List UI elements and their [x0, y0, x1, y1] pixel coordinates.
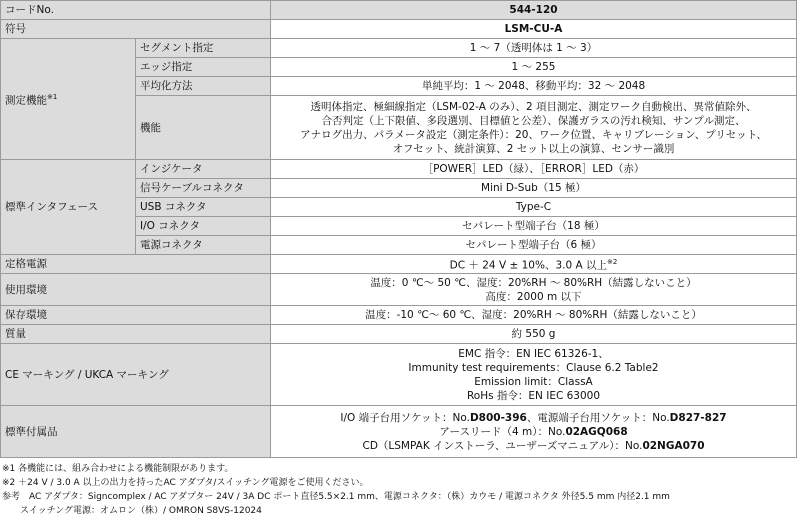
mass-label: 質量: [1, 325, 271, 344]
segment-value: 1 〜 7（透明体は 1 〜 3）: [271, 39, 797, 58]
signal-cable-value: Mini D-Sub（15 極）: [271, 179, 797, 198]
functions-label: 機能: [136, 96, 271, 160]
footnote-reference-2: スイッチング電源：オムロン（株）/ OMRON S8VS-12024: [20, 506, 262, 516]
averaging-label: 平均化方法: [136, 77, 271, 96]
ce-value: EMC 指令：EN IEC 61326-1、 Immunity test requirements：Clause 6.2 Table2 Emission limit：ClassA RoHs 指令：EN IEC 63000: [271, 344, 797, 406]
footnote-1: ※1 各機能には、組み合わせによる機能制限があります。: [2, 464, 234, 474]
code-value: 544-120: [271, 1, 797, 20]
footnote-2: ※2 ＋24 V / 3.0 A 以上の出力を持ったAC アダプタ/スイッチング電源をご使用ください。: [2, 478, 369, 488]
usb-value: Type-C: [271, 198, 797, 217]
power-value: DC ＋ 24 V ± 10%、3.0 A 以上$^{※2}$: [271, 255, 797, 274]
io-label: I/O コネクタ: [136, 217, 271, 236]
environment-value: 温度：0 ℃〜 50 ℃、湿度：20%RH 〜 80%RH（結露しないこと） 高度：2000 m 以下: [271, 274, 797, 306]
interface-label: 標準インタフェース: [1, 160, 136, 255]
storage-label: 保存環境: [1, 306, 271, 325]
footnotes: [0, 458, 797, 518]
measurement-label: 測定機能$^{※1}$: [1, 39, 136, 160]
accessories-label: 標準付属品: [1, 406, 271, 458]
functions-value: 透明体指定、極細線指定（LSM-02-A のみ）、2 項目測定、測定ワーク自動検出、異常値除外、 合否判定（上下限値、多段選別、目標値と公差）、保護ガラスの汚れ検知、サンプル測定、 アナログ出力、パラメータ設定（測定条件）：20、ワーク位置、キャリブレーション、プリセット、 オフセット、統計演算、2 セット以上の演算、センサー識別: [271, 96, 797, 160]
segment-label: セグメント指定: [136, 39, 271, 58]
storage-value: 温度：-10 ℃〜 60 ℃、湿度：20%RH 〜 80%RH（結露しないこと）: [271, 306, 797, 325]
io-value: セパレート型端子台（18 極）: [271, 217, 797, 236]
environment-label: 使用環境: [1, 274, 271, 306]
averaging-value: 単純平均：1 〜 2048、移動平均：32 〜 2048: [271, 77, 797, 96]
edge-label: エッジ指定: [136, 58, 271, 77]
usb-label: USB コネクタ: [136, 198, 271, 217]
power-connector-label: 電源コネクタ: [136, 236, 271, 255]
footnote-reference: 参考 AC アダプタ：Signcomplex / AC アダプター 24V / 3A DC ポート直径5.5×2.1 mm、電源コネクタ：（株）カウモ / 電源コネクタ 外径5.5 mm 内径2.1 mm: [2, 492, 670, 502]
accessories-value: I/O 端子台用ソケット：No.D800-396、電源端子台用ソケット：No.D827-827 アースリード（4 m）：No.02AGQ068 CD（LSMPAK インストーラ、ユーザーズマニュアル）：No.02NGA070: [271, 406, 797, 458]
symbol-value: LSM-CU-A: [271, 20, 797, 39]
symbol-label: 符号: [1, 20, 271, 39]
ce-label: CE マーキング / UKCA マーキング: [1, 344, 271, 406]
code-label: コードNo.: [1, 1, 271, 20]
edge-value: 1 〜 255: [271, 58, 797, 77]
power-label: 定格電源: [1, 255, 271, 274]
indicator-value: ［POWER］LED（緑）、［ERROR］LED（赤）: [271, 160, 797, 179]
indicator-label: インジケータ: [136, 160, 271, 179]
power-connector-value: セパレート型端子台（6 極）: [271, 236, 797, 255]
signal-cable-label: 信号ケーブルコネクタ: [136, 179, 271, 198]
mass-value: 約 550 g: [271, 325, 797, 344]
